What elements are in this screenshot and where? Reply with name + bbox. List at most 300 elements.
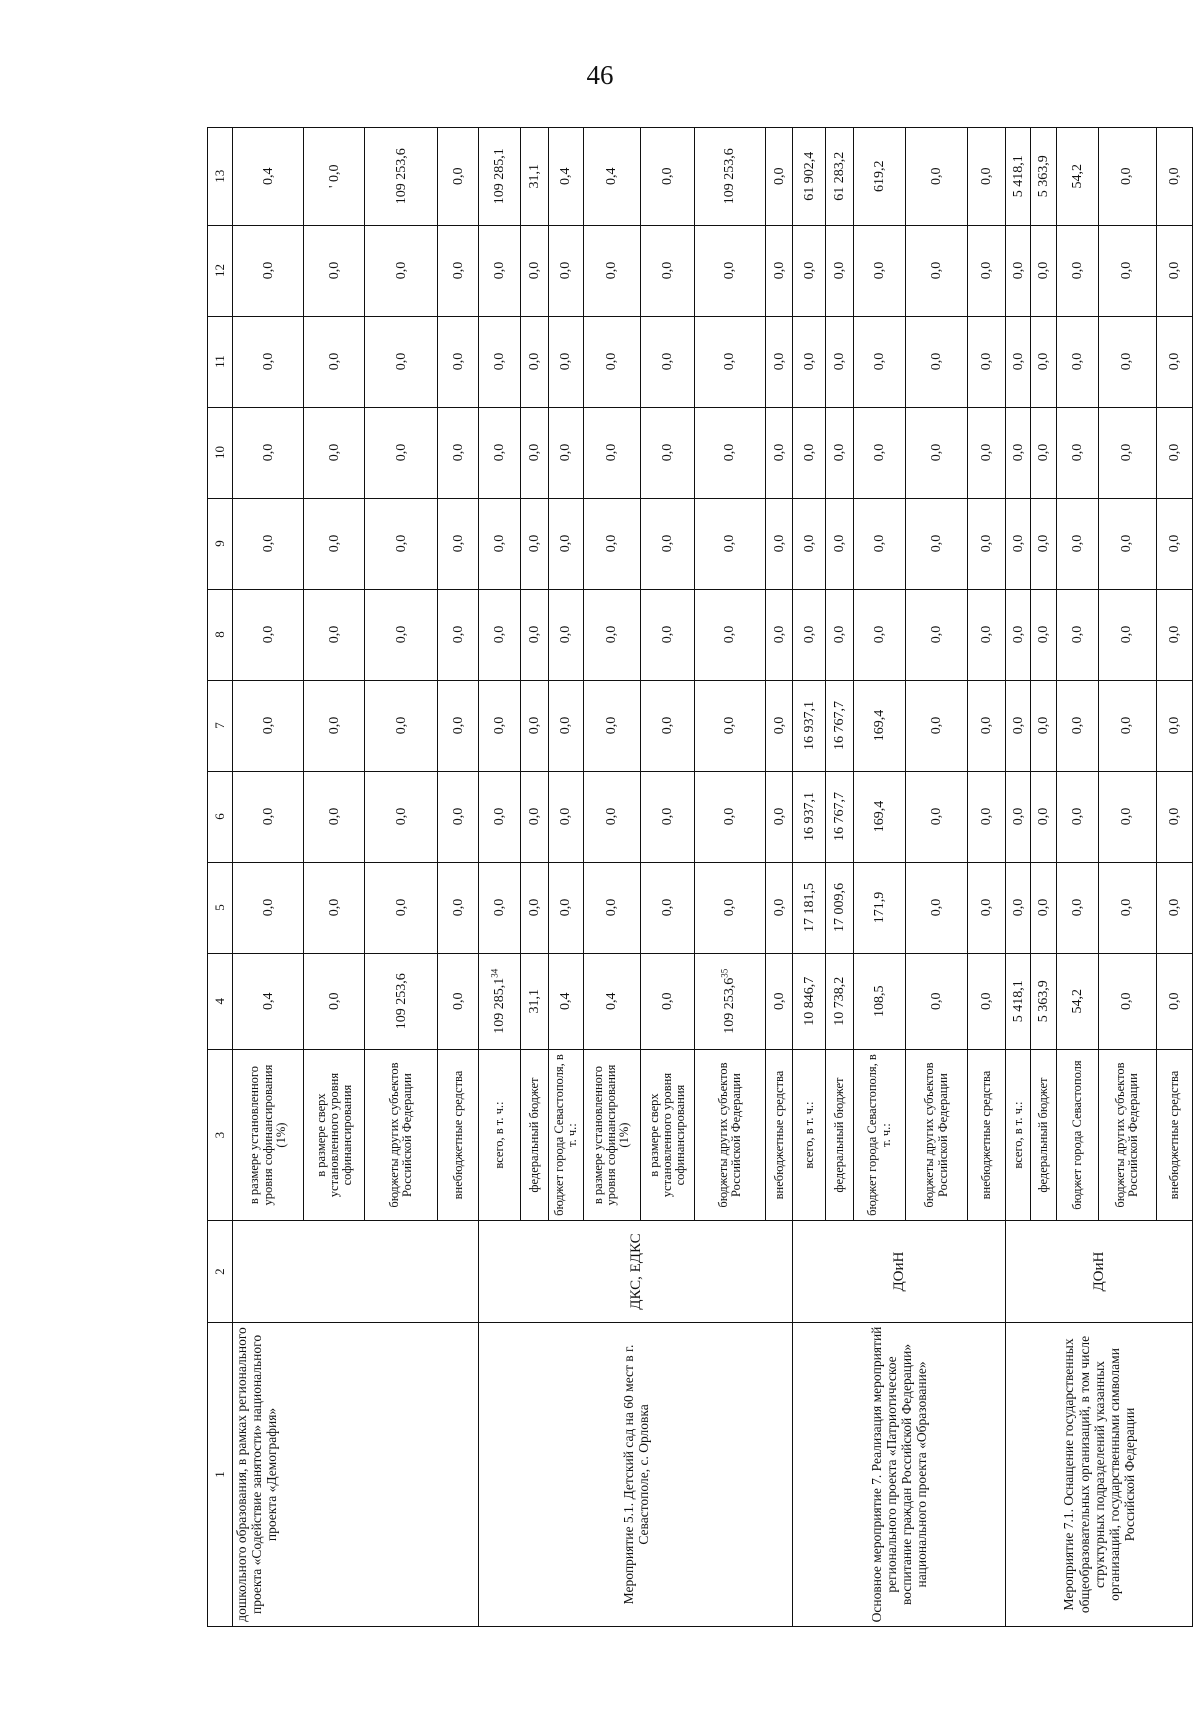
value-cell [1057,589,1098,680]
value-cell [1156,953,1192,1049]
value-text: 0,0 [771,898,787,917]
value-cell [1057,680,1098,771]
funding-source-cell: бюджеты других субъектов Российской Федерации [1098,1049,1156,1220]
value-text: 0,4 [260,167,276,186]
value-text: 0,0 [1119,716,1135,735]
column-header-13: 13 [208,128,233,226]
column-header-10: 10 [208,407,233,498]
value-cell [232,953,303,1049]
value-text: 0,0 [393,625,409,644]
value-cell [1031,862,1057,953]
value-cell [479,225,520,316]
value-text: 0,0 [526,898,542,917]
value-text: 0,0 [771,807,787,826]
funding-source-cell: бюджеты других субъектов Российской Федерации [905,1049,967,1220]
value-cell [1006,862,1031,953]
value-text: 0,0 [326,443,342,462]
value-cell [520,225,548,316]
value-text: 0,0 [604,625,620,644]
value-cell [640,862,694,953]
value-cell [694,225,765,316]
value-cell [304,316,365,407]
value-cell [1156,589,1192,680]
value-text: 0,0 [722,443,738,462]
value-cell [640,316,694,407]
value-text: 0,0 [1166,443,1182,462]
value-cell [304,225,365,316]
value-cell [1057,225,1098,316]
value-cell [479,589,520,680]
value-text: 0,0 [832,534,848,553]
value-cell [583,128,640,226]
value-cell [1031,680,1057,771]
value-text: 17 181,5 [801,883,817,933]
value-text: 0,0 [801,443,817,462]
executor-cell: ДОиН [793,1221,1006,1323]
value-cell [520,498,548,589]
value-cell [1156,225,1192,316]
value-text: ' 0,0 [326,164,342,189]
value-cell [640,128,694,226]
value-text: 0,0 [979,352,995,371]
value-text: 0,0 [450,898,466,917]
value-cell [905,225,967,316]
value-text: 0,0 [558,898,574,917]
value-cell [694,498,765,589]
value-cell [437,128,478,226]
value-cell [304,953,365,1049]
value-cell [826,771,854,862]
value-text: 0,0 [1166,992,1182,1010]
value-text: 0,0 [526,352,542,371]
value-text: 0,0 [604,807,620,826]
value-cell [583,680,640,771]
table-row [793,128,826,1627]
value-cell [520,771,548,862]
table-row [479,128,520,1627]
value-cell [640,680,694,771]
value-cell [1057,407,1098,498]
value-text: 0,0 [1010,534,1026,553]
value-text: 0,0 [260,352,276,371]
value-text: 0,0 [326,898,342,917]
value-cell [437,225,478,316]
value-cell [437,953,478,1049]
value-cell [854,953,906,1049]
value-cell [437,589,478,680]
value-text: 0,0 [722,716,738,735]
funding-source-cell: бюджет города Севастополя [1057,1049,1098,1220]
value-cell [968,316,1006,407]
executor-cell: ДКС, ЕДКС [479,1221,793,1323]
table-row [1006,128,1031,1627]
value-text: 0,0 [979,716,995,735]
value-text: 0,0 [1119,534,1135,553]
value-text: 5 363,9 [1036,980,1052,1023]
executor-cell: ДОиН [1006,1221,1193,1323]
value-text: 0,0 [558,534,574,553]
value-cell [1156,407,1192,498]
value-text: 0,0 [801,534,817,553]
value-text: 0,0 [722,625,738,644]
value-text: 17 009,6 [832,883,848,933]
value-text: 0,0 [928,898,944,917]
value-cell [1057,862,1098,953]
value-cell [583,953,640,1049]
value-text: 0,0 [722,807,738,826]
value-cell [232,680,303,771]
value-text: 0,0 [491,625,507,644]
value-cell [232,128,303,226]
funding-source-cell: бюджет города Севастополя, в т. ч.: [854,1049,906,1220]
value-cell [437,680,478,771]
value-text: 109 253,6 [722,148,738,205]
value-text: 0,0 [450,807,466,826]
value-text: 0,0 [1166,807,1182,826]
value-cell [793,407,826,498]
value-text: 0,0 [1069,898,1085,917]
value-cell [905,680,967,771]
value-cell [766,680,793,771]
value-cell [694,316,765,407]
value-text: 0,0 [260,534,276,553]
value-text: 0,0 [979,167,995,186]
value-text: 10 846,7 [801,976,817,1026]
value-cell [968,862,1006,953]
value-text: 109 253,6 [393,973,409,1030]
value-text: 0,0 [1036,898,1052,917]
value-cell [1006,128,1031,226]
value-cell [826,589,854,680]
value-text: 0,0 [771,352,787,371]
value-cell [640,953,694,1049]
column-header-3: 3 [208,1049,233,1220]
value-text: 0,0 [260,807,276,826]
value-cell [1156,498,1192,589]
value-cell [1006,316,1031,407]
value-text: 0,0 [1010,807,1026,826]
value-text: 0,0 [450,625,466,644]
value-cell [437,316,478,407]
funding-source-cell: в размере сверх установленного уровня софинансирования [304,1049,365,1220]
value-cell [520,862,548,953]
value-text: 0,0 [1036,625,1052,644]
funding-source-cell: федеральный бюджет [826,1049,854,1220]
value-text: 0,0 [1010,261,1026,280]
value-cell [520,589,548,680]
value-cell [1057,953,1098,1049]
value-cell [583,498,640,589]
value-text: 0,0 [604,716,620,735]
value-text: 0,0 [491,261,507,280]
value-text: 54,2 [1069,164,1085,189]
footnote-mark: 34 [489,968,500,978]
value-cell [583,862,640,953]
value-text: 0,0 [832,352,848,371]
value-text: 0,0 [801,352,817,371]
value-cell [1031,128,1057,226]
value-cell [304,589,365,680]
value-text: 0,0 [659,534,675,553]
value-cell [905,589,967,680]
value-cell [232,225,303,316]
value-cell [232,498,303,589]
value-cell [793,316,826,407]
value-text: 169,4 [871,709,887,742]
value-cell [365,680,438,771]
value-cell [365,498,438,589]
value-cell [1031,407,1057,498]
executor-cell [232,1221,478,1323]
footnote-mark: 35 [719,968,730,978]
value-text: 0,0 [1119,261,1135,280]
column-header-1: 1 [208,1322,233,1626]
value-text: 0,0 [1166,716,1182,735]
value-cell [1098,771,1156,862]
value-text: 0,0 [928,992,944,1010]
funding-source-cell: бюджеты других субъектов Российской Федерации [365,1049,438,1220]
value-cell [640,498,694,589]
value-text: 0,0 [526,261,542,280]
activity-name-cell: Основное мероприятие 7. Реализация мероприятий регионального проекта «Патриотическое воспитание граждан Российской Федерации» национального проекта «Образование» [793,1322,1006,1626]
value-cell [968,407,1006,498]
value-cell [583,589,640,680]
value-text: 0,0 [928,625,944,644]
value-cell [1098,316,1156,407]
value-cell [304,862,365,953]
value-cell [520,680,548,771]
value-text: 0,0 [659,352,675,371]
value-text: 0,4 [558,992,574,1010]
activity-name-cell: Мероприятие 5.1. Детский сад на 60 мест в г. Севастополе, с. Орловка [479,1322,793,1626]
value-text: 0,0 [326,352,342,371]
value-text: 0,0 [928,443,944,462]
value-cell [826,953,854,1049]
table-header-row [208,128,233,1627]
value-text: 0,0 [450,167,466,186]
value-cell [793,953,826,1049]
value-text: 5 363,9 [1036,155,1052,198]
column-header-9: 9 [208,498,233,589]
value-cell [437,407,478,498]
value-cell [479,771,520,862]
value-cell [1031,953,1057,1049]
value-text: 0,0 [1010,443,1026,462]
value-text: 0,0 [526,443,542,462]
value-text: 169,4 [871,800,887,833]
value-text: 0,0 [491,716,507,735]
value-text: 0,0 [558,807,574,826]
value-cell [793,498,826,589]
value-cell [232,862,303,953]
value-text: 0,0 [1069,625,1085,644]
value-text: 54,2 [1069,988,1085,1014]
value-cell [968,498,1006,589]
value-cell [1031,316,1057,407]
value-text: 61 283,2 [832,151,848,201]
value-cell [1098,862,1156,953]
value-text: 0,0 [801,625,817,644]
value-text: 0,0 [928,167,944,186]
column-header-5: 5 [208,862,233,953]
value-text: 0,0 [979,261,995,280]
value-cell [854,316,906,407]
value-cell [548,128,583,226]
value-text: 0,0 [260,261,276,280]
value-cell [548,589,583,680]
value-text: 0,0 [526,716,542,735]
value-cell [304,128,365,226]
value-text: 0,0 [871,261,887,280]
value-cell [905,407,967,498]
value-text: 0,0 [260,443,276,462]
value-cell [968,589,1006,680]
value-cell [854,498,906,589]
value-text: 0,0 [491,807,507,826]
value-cell [905,316,967,407]
value-text: 619,2 [871,160,887,193]
value-cell [766,407,793,498]
value-text: 0,0 [771,992,787,1010]
value-text: 0,0 [1069,352,1085,371]
value-cell [548,225,583,316]
value-text: 0,0 [450,261,466,280]
value-text: 0,0 [326,807,342,826]
value-cell [854,225,906,316]
value-text: 0,0 [1166,261,1182,280]
value-text: 0,0 [979,807,995,826]
value-cell [1098,407,1156,498]
value-cell [968,771,1006,862]
value-text: 0,0 [1036,716,1052,735]
value-text: 0,0 [722,352,738,371]
value-text: 0,0 [771,534,787,553]
value-cell [1031,225,1057,316]
value-cell [766,589,793,680]
value-cell [968,953,1006,1049]
value-cell [766,316,793,407]
value-text: 0,0 [526,807,542,826]
value-text: 0,0 [604,534,620,553]
value-text: 0,0 [1069,261,1085,280]
funding-source-cell: внебюджетные средства [766,1049,793,1220]
funding-source-cell: внебюджетные средства [968,1049,1006,1220]
column-header-8: 8 [208,589,233,680]
value-cell [1057,316,1098,407]
value-cell [479,862,520,953]
value-text: 0,0 [604,898,620,917]
value-cell [854,680,906,771]
value-cell [793,862,826,953]
value-text: 108,5 [871,985,887,1017]
budget-table [207,127,1193,1627]
table-row [232,128,303,1627]
value-cell [1031,771,1057,862]
value-text: 0,0 [1119,625,1135,644]
value-text: 0,0 [326,261,342,280]
value-cell [905,953,967,1049]
value-cell [854,862,906,953]
rotated-table-wrapper [207,127,1193,1627]
value-text: 5 418,1 [1010,155,1026,198]
value-text: 0,0 [450,443,466,462]
value-cell [854,128,906,226]
value-text: 31,1 [526,164,542,189]
value-text: 0,0 [260,898,276,917]
value-cell [583,225,640,316]
value-text: 0,0 [659,167,675,186]
page-number: 46 [586,60,614,90]
activity-name-cell: дошкольного образования, в рамках регионального проекта «Содействие занятости» национального проекта «Демография» [232,1322,478,1626]
value-text: 0,0 [1119,898,1135,917]
value-cell [694,680,765,771]
column-header-11: 11 [208,316,233,407]
value-text: 0,0 [871,352,887,371]
value-text: 0,0 [832,443,848,462]
value-text: 0,0 [393,261,409,280]
value-text: 0,0 [1036,443,1052,462]
value-text: 0,0 [393,898,409,917]
value-cell [548,953,583,1049]
value-cell [766,862,793,953]
value-text: 0,0 [526,625,542,644]
value-cell [1006,589,1031,680]
value-cell [793,128,826,226]
value-cell [304,498,365,589]
value-text: 0,0 [928,807,944,826]
value-cell [766,953,793,1049]
value-text: 0,0 [801,261,817,280]
value-cell [1006,225,1031,316]
value-cell [304,680,365,771]
value-cell [548,316,583,407]
value-text: 0,0 [450,992,466,1010]
value-cell [854,771,906,862]
value-text: 61 902,4 [801,151,817,201]
value-cell [793,589,826,680]
value-cell [365,771,438,862]
value-text: 109 253,6 [722,977,738,1034]
value-text: 0,0 [450,352,466,371]
value-text: 0,0 [558,261,574,280]
value-cell [520,316,548,407]
value-cell [437,498,478,589]
funding-source-cell: всего, в т. ч.: [1006,1049,1031,1220]
value-text: 0,0 [1119,443,1135,462]
value-text: 0,0 [659,716,675,735]
value-cell [548,771,583,862]
value-cell [583,771,640,862]
value-text: 0,0 [871,625,887,644]
value-cell [854,407,906,498]
value-text: 16 767,7 [832,792,848,842]
funding-source-cell: бюджет города Севастополя, в т. ч.: [548,1049,583,1220]
value-text: 0,0 [722,898,738,917]
value-text: 0,0 [1119,352,1135,371]
column-header-4: 4 [208,953,233,1049]
value-cell [365,953,438,1049]
value-cell [232,771,303,862]
value-text: 0,0 [659,807,675,826]
value-cell [1156,862,1192,953]
value-text: 0,0 [771,167,787,186]
value-cell [640,407,694,498]
value-text: 0,0 [1036,807,1052,826]
value-text: 0,0 [1010,898,1026,917]
value-cell [905,862,967,953]
value-cell [1006,680,1031,771]
value-text: 0,0 [604,443,620,462]
